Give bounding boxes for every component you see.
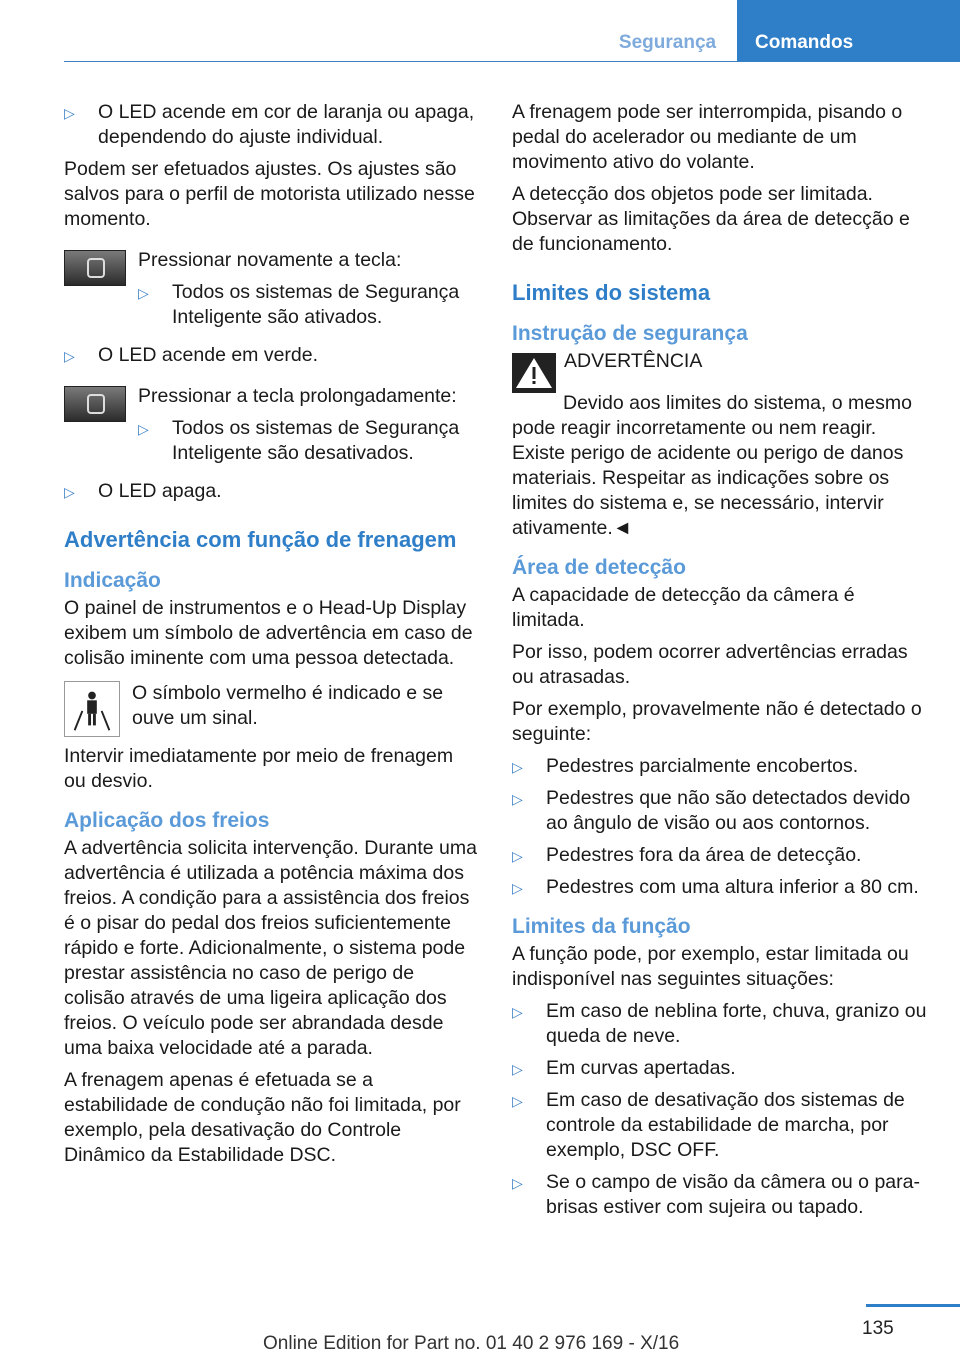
list-item: [512, 786, 928, 836]
list-item: [512, 999, 928, 1049]
safety-button-icon: [64, 386, 126, 422]
paragraph: A detecção dos objetos pode ser limitada. Observar as limitações da área de detecção e de funcionamento.: [512, 183, 910, 255]
triangle-bullet-icon: ▷: [138, 285, 149, 301]
triangle-bullet-icon: ▷: [64, 484, 75, 500]
list-item: [512, 843, 928, 868]
paragraph: A frenagem pode ser interrompida, pisando o pedal do acelerador ou mediante de um movimento ativo do volante.: [512, 101, 903, 173]
section-heading: Limites do sistema: [512, 280, 711, 305]
subsection-heading: Instrução de segurança: [512, 322, 748, 345]
list-item: [512, 754, 928, 779]
list-item-text: Todos os sistemas de Segurança Inteligente são desativados.: [172, 417, 460, 464]
paragraph: A frenagem apenas é efetuada se a estabilidade de condução não foi limitada, por exemplo, pela desativação do Controle Dinâmico da Estabilidade DSC.: [64, 1069, 461, 1166]
pedestrian-warning-icon: [64, 681, 120, 737]
triangle-bullet-icon: ▷: [64, 105, 75, 121]
paragraph: Por isso, podem ocorrer advertências erradas ou atrasadas.: [512, 641, 908, 688]
triangle-bullet-icon: ▷: [512, 1061, 523, 1077]
subsection-heading: Área de detecção: [512, 556, 686, 579]
warning-box: [512, 349, 928, 393]
tab-seguranca[interactable]: Segurança: [618, 32, 717, 53]
subsection-heading: Limites da função: [512, 915, 691, 938]
list-item-text: Pedestres com uma altura inferior a 80 cm.: [546, 876, 919, 898]
list-item-text: Em caso de neblina forte, chuva, granizo ou queda de neve.: [546, 1000, 927, 1047]
list-item-text: Pedestres fora da área de detecção.: [546, 844, 862, 866]
list-item-text: O LED acende em cor de laranja ou apaga, dependendo do ajuste individual.: [98, 101, 475, 148]
right-column: [512, 100, 928, 1227]
triangle-bullet-icon: ▷: [64, 348, 75, 364]
list-item: [512, 1088, 928, 1163]
paragraph: O símbolo vermelho é indicado e se ouve um sinal.: [132, 682, 444, 729]
triangle-bullet-icon: ▷: [512, 848, 523, 864]
page-number: 135: [862, 1318, 894, 1339]
list-item: [512, 875, 928, 900]
paragraph: Podem ser efetuados ajustes. Os ajustes são salvos para o perfil de motorista utilizado nesse momento.: [64, 158, 475, 230]
triangle-bullet-icon: ▷: [512, 1004, 523, 1020]
triangle-bullet-icon: ▷: [138, 421, 149, 437]
symbol-note: [64, 681, 480, 738]
header-rule: [64, 61, 960, 62]
instruction-text: Pressionar novamente a tecla:: [138, 249, 402, 271]
footer-rule: [866, 1304, 960, 1307]
list-item: [64, 343, 480, 368]
subsection-heading: Indicação: [64, 569, 161, 592]
triangle-bullet-icon: ▷: [512, 1175, 523, 1191]
instruction-text: Pressionar a tecla prolongadamente:: [138, 385, 457, 407]
list-item-text: Se o campo de visão da câmera ou o para-brisas estiver com sujeira ou tapado.: [546, 1171, 920, 1218]
triangle-bullet-icon: ▷: [512, 880, 523, 896]
list-item: [64, 479, 480, 504]
left-column: [64, 100, 480, 1175]
list-item-text: Pedestres parcialmente encobertos.: [546, 755, 859, 777]
list-item: [138, 280, 480, 330]
safety-button-icon: [64, 250, 126, 286]
triangle-bullet-icon: ▷: [512, 759, 523, 775]
list-item-text: Em curvas apertadas.: [546, 1057, 736, 1079]
list-item-text: Em caso de desativação dos sistemas de controle da estabilidade de marcha, por exemplo, DSC OFF.: [546, 1089, 905, 1161]
paragraph: A capacidade de detecção da câmera é limitada.: [512, 584, 855, 631]
paragraph: Por exemplo, provavelmente não é detectado o seguinte:: [512, 698, 922, 745]
list-item-text: O LED apaga.: [98, 480, 222, 502]
list-item: [512, 1056, 928, 1081]
warning-text: Devido aos limites do sistema, o mesmo pode reagir incorretamente ou nem reagir. Existe perigo de acidente ou perigo de danos materiais. Respeitar as indicações sobre os limites do sistema e, se necessário, intervir ativamente.◄: [512, 392, 912, 539]
edition-footer: Online Edition for Part no. 01 40 2 976 169 - X/16: [263, 1333, 680, 1354]
list-item-text: O LED acende em verde.: [98, 344, 319, 366]
button-instruction: [64, 384, 480, 473]
list-item-text: Todos os sistemas de Segurança Inteligente são ativados.: [172, 281, 460, 328]
paragraph: O painel de instrumentos e o Head-Up Display exibem um símbolo de advertência em caso de colisão iminente com uma pessoa detectada.: [64, 597, 473, 669]
section-heading: Advertência com função de frenagem: [64, 527, 457, 552]
triangle-bullet-icon: ▷: [512, 791, 523, 807]
warning-triangle-icon: [512, 353, 556, 393]
triangle-bullet-icon: ▷: [512, 1093, 523, 1109]
subsection-heading: Aplicação dos freios: [64, 809, 270, 832]
paragraph: Intervir imediatamente por meio de frenagem ou desvio.: [64, 745, 454, 792]
button-instruction: [64, 248, 480, 337]
tab-comandos[interactable]: Comandos: [737, 0, 960, 61]
list-item: [512, 1170, 928, 1220]
paragraph: A função pode, por exemplo, estar limitada ou indisponível nas seguintes situações:: [512, 943, 909, 990]
list-item: [64, 100, 480, 150]
list-item-text: Pedestres que não são detectados devido ao ângulo de visão ou aos contornos.: [546, 787, 911, 834]
paragraph: A advertência solicita intervenção. Durante uma advertência é utilizada a potência máxima dos freios. A condição para a assistência dos freios é o pisar do pedal dos freios suficientemente rápido e forte. Adicionalmente, o sistema pode prestar assistência no caso de perigo de colisão através de uma ligeira aplicação dos freios. O veículo pode ser abrandada desde uma baixa velocidade até a parada.: [64, 837, 477, 1059]
list-item: [138, 416, 480, 466]
warning-title: ADVERTÊNCIA: [564, 350, 703, 372]
